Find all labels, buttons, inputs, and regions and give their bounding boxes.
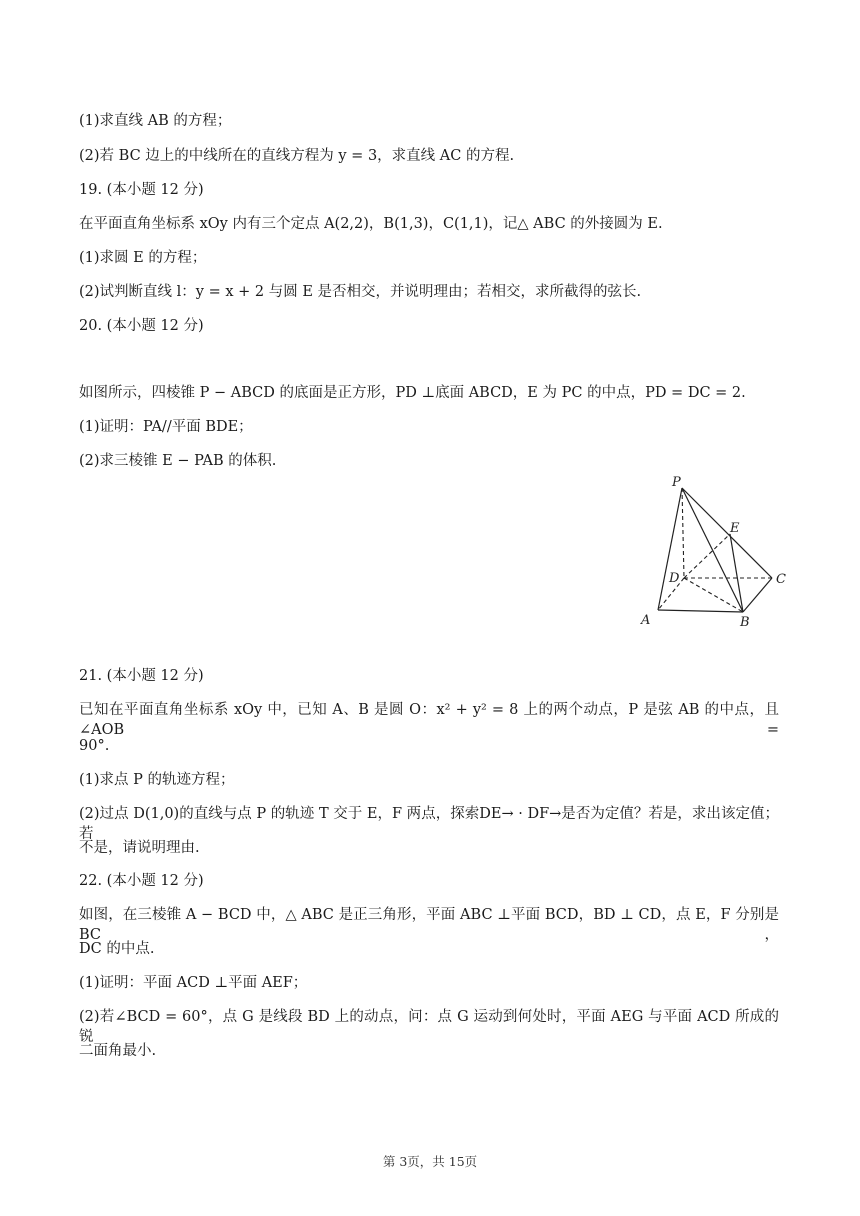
q21-part2-line2: 不是，请说明理由. xyxy=(79,840,200,856)
q20-part2: (2)求三棱锥 E − PAB 的体积. xyxy=(79,453,277,469)
pyramid-figure xyxy=(638,468,798,636)
q22-stem-line2: DC 的中点. xyxy=(79,941,155,957)
label-P: P xyxy=(672,475,681,490)
q20-part1: (1)证明：PA//平面 BDE； xyxy=(79,419,253,435)
q21-heading: 21. (本小题 12 分) xyxy=(79,668,204,684)
q22-stem-line1: 如图，在三棱锥 A − BCD 中，△ ABC 是正三角形，平面 ABC ⊥平面 BCD，BD ⊥ CD，点 E，F 分别是 BC， xyxy=(79,907,779,943)
q19-part1: (1)求圆 E 的方程； xyxy=(79,250,207,266)
label-E: E xyxy=(730,521,740,536)
label-A: A xyxy=(641,613,651,628)
label-D: D xyxy=(669,571,680,586)
q19-heading: 19. (本小题 12 分) xyxy=(79,182,204,198)
q22-part2-line1: (2)若∠BCD = 60°，点 G 是线段 BD 上的动点，问：点 G 运动到何处时，平面 AEG 与平面 ACD 所成的锐 xyxy=(79,1009,779,1045)
q20-stem: 如图所示，四棱锥 P − ABCD 的底面是正方形，PD ⊥底面 ABCD，E 为 PC 的中点，PD = DC = 2. xyxy=(79,385,746,401)
q21-stem-line1: 已知在平面直角坐标系 xOy 中，已知 A、B 是圆 O：x² + y² = 8 上的两个动点，P 是弦 AB 的中点，且∠AOB = xyxy=(79,702,779,738)
q19-stem: 在平面直角坐标系 xOy 内有三个定点 A(2,2)，B(1,3)，C(1,1)，记△ ABC 的外接圆为 E. xyxy=(79,216,663,232)
q21-part1: (1)求点 P 的轨迹方程； xyxy=(79,772,235,788)
q22-part1: (1)证明：平面 ACD ⊥平面 AEF； xyxy=(79,975,308,991)
q22-heading: 22. (本小题 12 分) xyxy=(79,873,204,889)
page-footer: 第 3页，共 15页 xyxy=(382,1154,478,1169)
q22-part2-line2: 二面角最小. xyxy=(79,1043,157,1059)
label-B: B xyxy=(740,615,750,630)
label-C: C xyxy=(776,572,786,587)
q21-stem-line2: 90°. xyxy=(79,738,110,754)
q21-part2-line1: (2)过点 D(1,0)的直线与点 P 的轨迹 T 交于 E，F 两点，探索DE→ · DF→是否为定值？若是，求出该定值；若 xyxy=(79,806,779,842)
q18-part2: (2)若 BC 边上的中线所在的直线方程为 y = 3，求直线 AC 的方程. xyxy=(79,148,515,164)
q19-part2: (2)试判断直线 l：y = x + 2 与圆 E 是否相交，并说明理由；若相交，求所截得的弦长. xyxy=(79,284,642,300)
q18-part1: (1)求直线 AB 的方程； xyxy=(79,113,232,129)
q20-heading: 20. (本小题 12 分) xyxy=(79,318,204,334)
